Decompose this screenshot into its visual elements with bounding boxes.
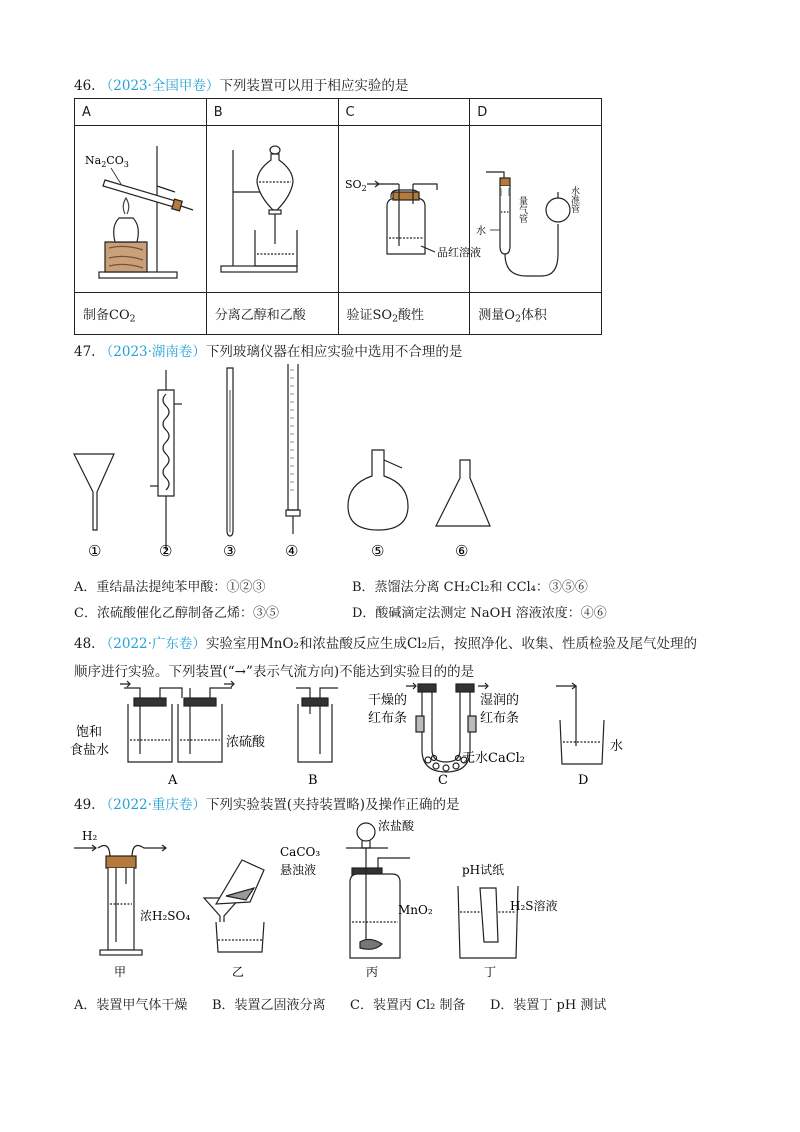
- level-tube-label: 水准管: [569, 186, 580, 213]
- device-label: 丁: [484, 965, 497, 979]
- question-source: （2022·广东卷）: [99, 636, 206, 652]
- question-48-stem-line-2: 顺序进行实验。下列装置(“→”表示气流方向)不能达到实验目的的是: [74, 664, 475, 680]
- caco3-label: CaCO₃: [280, 845, 321, 859]
- device-label: A: [168, 773, 178, 788]
- wet-cloth-label: 红布条: [480, 711, 520, 726]
- gas-burette-diagram: [470, 126, 586, 288]
- gas-collection-bottle-icon: [296, 688, 338, 762]
- option-b-header: B: [206, 99, 338, 126]
- h2so4-label: 浓H₂SO₄: [140, 909, 191, 923]
- question-stem: 下列实验装置(夹持装置略)及操作正确的是: [205, 797, 460, 813]
- q48-apparatus-figure: [70, 680, 690, 790]
- q49-option-d: D．装置丁 pH 测试: [490, 998, 607, 1013]
- wash-bottles-icon: [120, 681, 234, 762]
- funnel-icon: [74, 454, 114, 530]
- question-46-heading: [74, 74, 408, 94]
- filtration-icon: [204, 860, 264, 952]
- device-label: D: [578, 773, 589, 788]
- option-a-header: A: [75, 99, 207, 126]
- device-label: 乙: [232, 965, 245, 979]
- instrument-label: ①: [88, 542, 102, 560]
- instrument-label: ⑥: [455, 542, 469, 560]
- solution-label: 品红溶液: [436, 246, 481, 259]
- device-label: 丙: [366, 965, 379, 979]
- instrument-label: ③: [223, 542, 237, 560]
- option-b-caption: 分离乙醇和乙酸: [206, 293, 338, 335]
- instrument-label: ②: [159, 542, 173, 560]
- reagent-label: $Na_2CO_3$: [85, 154, 129, 169]
- water-label: 水: [610, 739, 624, 754]
- dry-cloth-label: 干燥的: [368, 693, 408, 708]
- chlorine-generator-icon: [346, 823, 410, 958]
- gas-label: $SO_2$: [344, 178, 367, 193]
- condenser-icon: [150, 370, 182, 550]
- option-a-figure: [75, 126, 207, 293]
- option-a-caption: 制备$CO_2$: [75, 293, 207, 335]
- q49-option-b: B．装置乙固液分离: [212, 998, 326, 1013]
- question-number: 47.: [74, 344, 96, 360]
- ph-test-icon: [458, 886, 518, 958]
- gas-tube-label: 量气管: [517, 196, 528, 223]
- brine-label: 饱和: [76, 725, 103, 740]
- option-c-figure: [338, 126, 481, 293]
- q49-option-c: C．装置丙 Cl₂ 制备: [350, 998, 466, 1013]
- instrument-label: ⑤: [371, 542, 385, 560]
- question-number: 46.: [74, 78, 96, 94]
- q49-option-a: A．装置甲气体干燥: [74, 998, 188, 1013]
- burette-icon: [286, 364, 300, 534]
- question-number: 48.: [74, 636, 96, 652]
- q47-option-a: A．重结晶法提纯苯甲酸：①②③: [74, 580, 266, 595]
- separatory-funnel-diagram: [207, 126, 319, 288]
- h2-label: H₂: [82, 829, 98, 843]
- option-d-header: D: [470, 99, 602, 126]
- question-source: （2022·重庆卷）: [99, 797, 206, 813]
- q47-option-c: C．浓硫酸催化乙醇制备乙烯：③⑤: [74, 606, 279, 621]
- ph-paper-label: pH试纸: [462, 863, 505, 877]
- mno2-label: MnO₂: [398, 903, 433, 917]
- q47-option-d: D．酸碱滴定法测定 NaOH 溶液浓度：④⑥: [352, 606, 607, 621]
- dry-cloth-label: 红布条: [368, 711, 408, 726]
- option-c-caption: 验证$SO_2$酸性: [338, 293, 470, 335]
- h2s-label: H₂S溶液: [510, 899, 558, 913]
- suspension-label: 悬浊液: [280, 863, 317, 877]
- thermometer-icon: [227, 368, 233, 536]
- water-label: 水: [476, 226, 487, 237]
- question-47-heading: [74, 340, 462, 360]
- question-stem: 下列装置可以用于相应实验的是: [219, 78, 409, 94]
- conc-hcl-label: 浓盐酸: [378, 819, 415, 833]
- h2so4-label: 浓硫酸: [226, 735, 266, 750]
- question-source: （2023·湖南卷）: [99, 344, 206, 360]
- heating-apparatus-diagram: [75, 126, 201, 288]
- option-c-header: C: [338, 99, 470, 126]
- option-b-figure: [206, 126, 338, 293]
- beaker-icon: [556, 683, 604, 764]
- question-48-heading: 48. （2022·广东卷）实验室用MnO₂和浓盐酸反应生成Cl₂后，按照净化、收集、性质检验及尾气处理的: [74, 636, 697, 652]
- distillation-flask-icon: [348, 450, 408, 530]
- device-label: 甲: [114, 965, 127, 979]
- brine-label: 食盐水: [70, 743, 110, 758]
- question-source: （2023·全国甲卷）: [99, 78, 220, 94]
- question-49-heading: [74, 793, 459, 813]
- q46-options-table: [74, 98, 602, 335]
- q47-option-b: B．蒸馏法分离 CH₂Cl₂和 CCl₄：③⑤⑥: [352, 580, 588, 595]
- question-number: 49.: [74, 797, 96, 813]
- q47-glassware-figure: [60, 360, 520, 560]
- question-stem: 下列玻璃仪器在相应实验中选用不合理的是: [205, 344, 463, 360]
- option-d-caption: 测量$O_2$体积: [470, 293, 602, 335]
- option-d-figure: [470, 126, 602, 293]
- q49-apparatus-figure: [70, 812, 590, 986]
- instrument-label: ④: [285, 542, 299, 560]
- device-label: C: [438, 773, 448, 788]
- conical-flask-icon: [436, 460, 490, 526]
- wet-cloth-label: 湿润的: [480, 693, 520, 708]
- device-label: B: [308, 773, 318, 788]
- drying-apparatus-icon: [74, 845, 166, 955]
- cacl2-label: 无水CaCl₂: [462, 751, 526, 766]
